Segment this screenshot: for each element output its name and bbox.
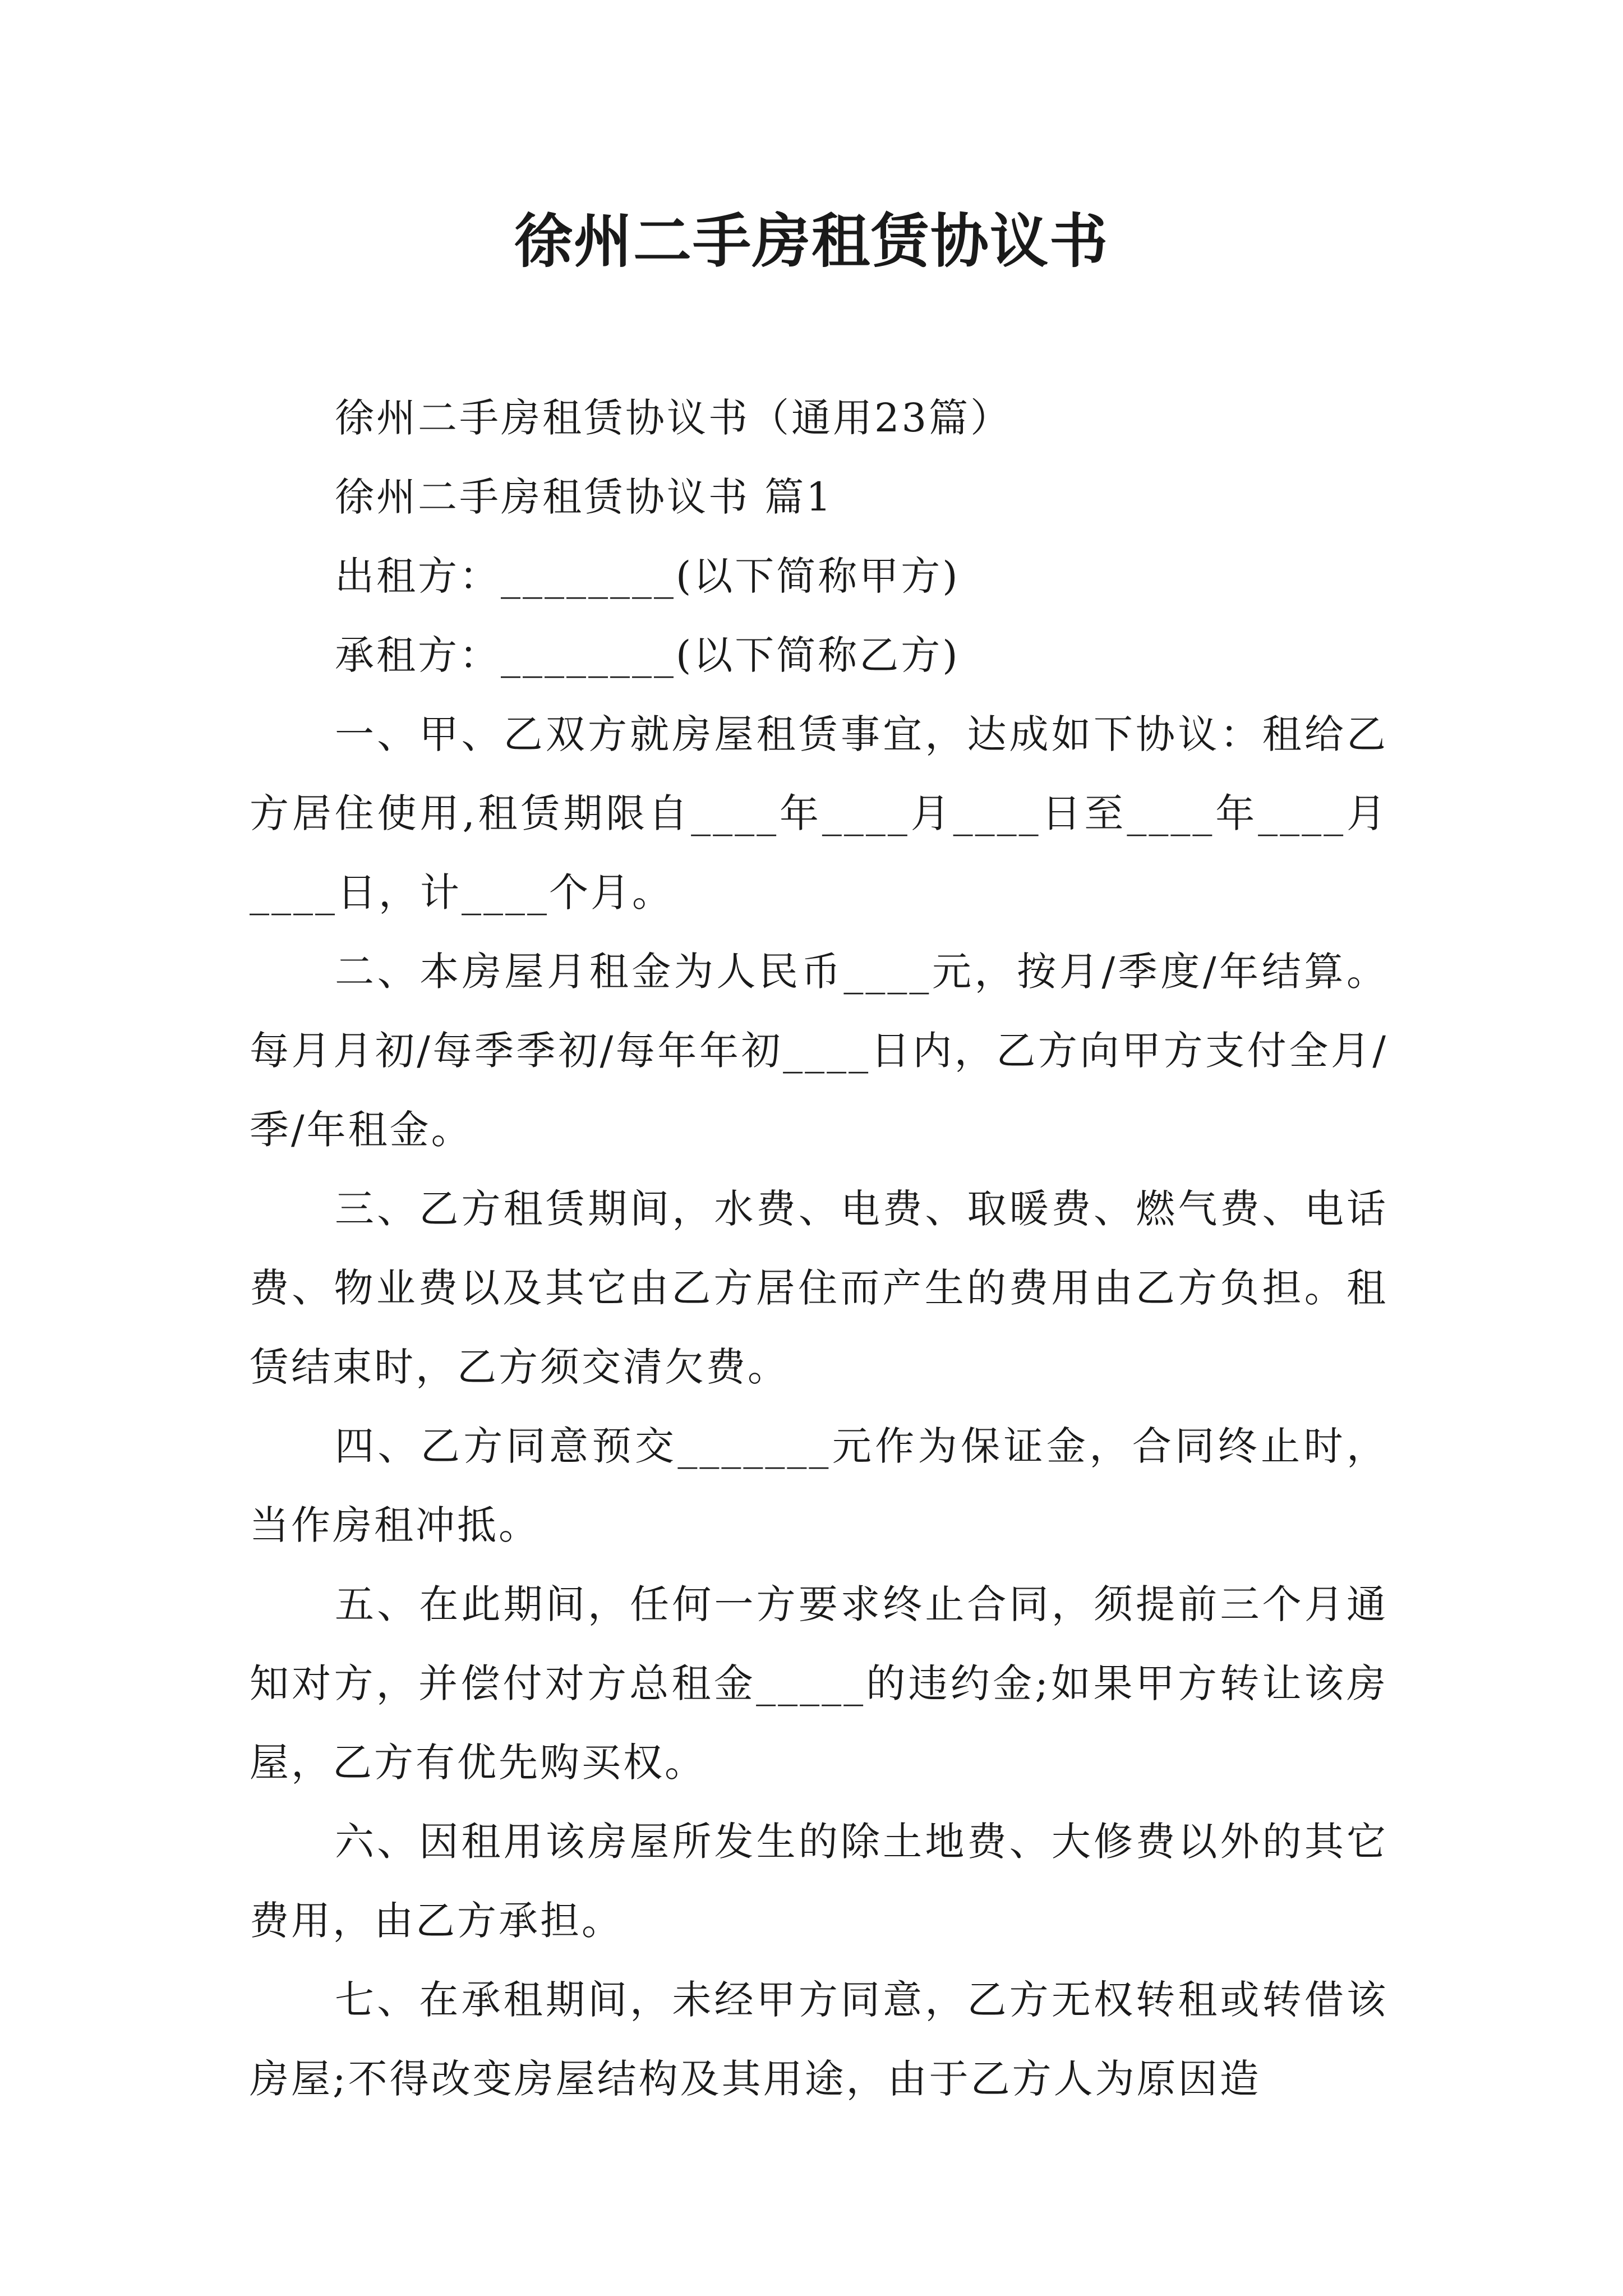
paragraph-clause-3: 三、乙方租赁期间，水费、电费、取暖费、燃气费、电话费、物业费以及其它由乙方居住而产生的费用由乙方负担。租赁结束时，乙方须交清欠费。 — [250, 1186, 1388, 1390]
paragraph-clause-1: 一、甲、乙双方就房屋租赁事宜，达成如下协议：租给乙方居住使用,租赁期限自____年____月____日至____年____月____日，计____个月。 — [250, 711, 1388, 915]
paragraph-clause-7: 七、在承租期间，未经甲方同意，乙方无权转租或转借该房屋;不得改变房屋结构及其用途，由于乙方人为原因造 — [250, 1977, 1388, 2102]
paragraph-subtitle: 徐州二手房租赁协议书（通用23篇） — [335, 395, 1012, 441]
paragraph-clause-2: 二、本房屋月租金为人民币____元，按月/季度/年结算。每月月初/每季季初/每年年初____日内，乙方向甲方支付全月/季/年租金。 — [250, 949, 1388, 1153]
paragraph-clause-4: 四、乙方同意预交_______元作为保证金，合同终止时，当作房租冲抵。 — [250, 1423, 1388, 1548]
document-title: 徐州二手房租赁协议书 — [514, 207, 1109, 275]
document-body — [250, 379, 1388, 2119]
paragraph-lessor: 出租方：________(以下简称甲方) — [335, 553, 960, 599]
paragraph-section-heading: 徐州二手房租赁协议书 篇1 — [335, 474, 833, 520]
paragraph-lessee: 承租方：________(以下简称乙方) — [335, 632, 960, 678]
paragraph-clause-6: 六、因租用该房屋所发生的除土地费、大修费以外的其它费用，由乙方承担。 — [250, 1819, 1388, 1944]
paragraph-clause-5: 五、在此期间，任何一方要求终止合同，须提前三个月通知对方，并偿付对方总租金_____的违约金;如果甲方转让该房屋，乙方有优先购买权。 — [250, 1581, 1388, 1786]
